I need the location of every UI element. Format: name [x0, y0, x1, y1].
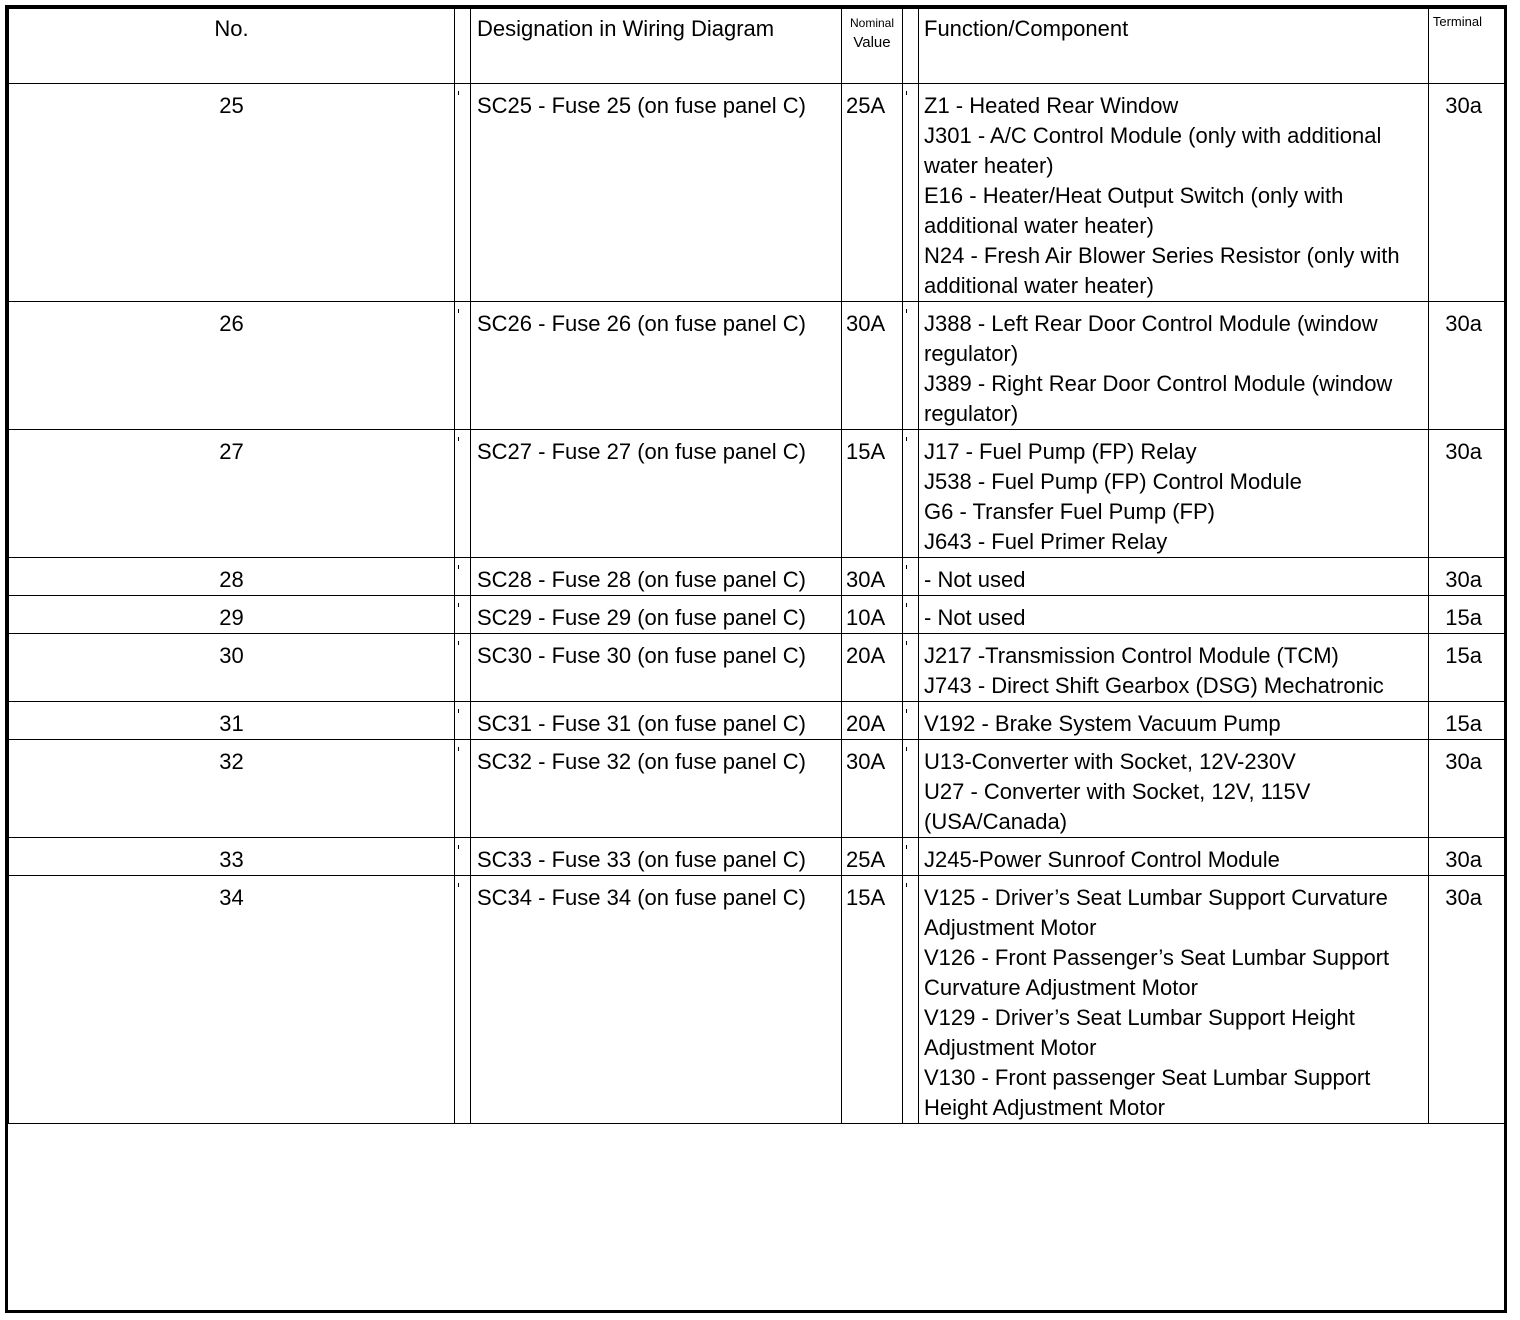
function-component: [919, 740, 1429, 838]
terminal: 30a: [1429, 838, 1505, 876]
function-line: J245-Power Sunroof Control Module: [924, 847, 1280, 872]
function-line: N24 - Fresh Air Blower Series Resistor (only with additional water heater): [924, 243, 1400, 298]
function-line: - Not used: [924, 605, 1026, 630]
fuse-designation: SC30 - Fuse 30 (on fuse panel C): [471, 634, 842, 702]
nominal-value: 25A: [842, 84, 903, 302]
spacer-cell: [903, 634, 919, 702]
function-line: - Not used: [924, 567, 1026, 592]
table-row: [9, 740, 1505, 838]
function-component: [919, 838, 1429, 876]
spacer-cell: [903, 430, 919, 558]
header-nominal-line2: Value: [853, 34, 891, 51]
spacer-cell: [455, 302, 471, 430]
function-line: V126 - Front Passenger’s Seat Lumbar Support Curvature Adjustment Motor: [924, 945, 1390, 1000]
terminal: 30a: [1429, 302, 1505, 430]
function-component: [919, 84, 1429, 302]
terminal: 30a: [1429, 84, 1505, 302]
header-designation: Designation in Wiring Diagram: [471, 9, 842, 84]
fuse-designation: SC26 - Fuse 26 (on fuse panel C): [471, 302, 842, 430]
nominal-value: 20A: [842, 702, 903, 740]
spacer-cell: [903, 876, 919, 1124]
function-line: V125 - Driver’s Seat Lumbar Support Curvature Adjustment Motor: [924, 885, 1388, 940]
function-component: [919, 876, 1429, 1124]
table-row: [9, 84, 1505, 302]
function-component: [919, 596, 1429, 634]
function-component: [919, 702, 1429, 740]
fuse-number: 34: [9, 876, 455, 1124]
fuse-designation: SC29 - Fuse 29 (on fuse panel C): [471, 596, 842, 634]
function-component: [919, 558, 1429, 596]
header-function: Function/Component: [919, 9, 1429, 84]
spacer-cell: [903, 596, 919, 634]
spacer-cell: [903, 9, 919, 84]
header-terminal: Terminal: [1429, 9, 1505, 84]
header-no: No.: [9, 9, 455, 84]
spacer-cell: [455, 740, 471, 838]
table-row: [9, 430, 1505, 558]
nominal-value: 30A: [842, 558, 903, 596]
fuse-designation: SC27 - Fuse 27 (on fuse panel C): [471, 430, 842, 558]
function-line: E16 - Heater/Heat Output Switch (only with additional water heater): [924, 183, 1344, 238]
nominal-value: 20A: [842, 634, 903, 702]
function-line: J538 - Fuel Pump (FP) Control Module: [924, 469, 1302, 494]
fuse-number: 29: [9, 596, 455, 634]
spacer-cell: [903, 84, 919, 302]
spacer-cell: [455, 702, 471, 740]
fuse-designation: SC28 - Fuse 28 (on fuse panel C): [471, 558, 842, 596]
fuse-number: 33: [9, 838, 455, 876]
header-nominal-line1: Nominal: [849, 16, 894, 30]
function-line: J743 - Direct Shift Gearbox (DSG) Mechatronic: [924, 673, 1384, 698]
spacer-cell: [455, 634, 471, 702]
header-nominal-value: [842, 9, 903, 84]
function-line: J301 - A/C Control Module (only with additional water heater): [924, 123, 1382, 178]
fuse-number: 26: [9, 302, 455, 430]
fuse-number: 31: [9, 702, 455, 740]
function-line: G6 - Transfer Fuel Pump (FP): [924, 499, 1215, 524]
function-line: J388 - Left Rear Door Control Module (window regulator): [924, 311, 1378, 366]
table-row: [9, 876, 1505, 1124]
header-row: [9, 9, 1505, 84]
function-component: [919, 302, 1429, 430]
terminal: 30a: [1429, 876, 1505, 1124]
function-line: J217 -Transmission Control Module (TCM): [924, 643, 1339, 668]
function-line: J17 - Fuel Pump (FP) Relay: [924, 439, 1197, 464]
nominal-value: 10A: [842, 596, 903, 634]
fuse-designation: SC25 - Fuse 25 (on fuse panel C): [471, 84, 842, 302]
nominal-value: 30A: [842, 302, 903, 430]
spacer-cell: [903, 702, 919, 740]
spacer-cell: [455, 838, 471, 876]
nominal-value: 15A: [842, 430, 903, 558]
fuse-number: 27: [9, 430, 455, 558]
table-row: [9, 558, 1505, 596]
terminal: 15a: [1429, 634, 1505, 702]
spacer-cell: [455, 9, 471, 84]
function-component: [919, 430, 1429, 558]
table-row: [9, 302, 1505, 430]
terminal: 30a: [1429, 430, 1505, 558]
fuse-designation: SC33 - Fuse 33 (on fuse panel C): [471, 838, 842, 876]
function-line: J389 - Right Rear Door Control Module (window regulator): [924, 371, 1393, 426]
fuse-designation: SC32 - Fuse 32 (on fuse panel C): [471, 740, 842, 838]
function-line: V129 - Driver’s Seat Lumbar Support Height Adjustment Motor: [924, 1005, 1355, 1060]
fuse-designation: SC31 - Fuse 31 (on fuse panel C): [471, 702, 842, 740]
nominal-value: 25A: [842, 838, 903, 876]
fuse-designation: SC34 - Fuse 34 (on fuse panel C): [471, 876, 842, 1124]
function-line: J643 - Fuel Primer Relay: [924, 529, 1168, 554]
spacer-cell: [455, 596, 471, 634]
table-row: [9, 702, 1505, 740]
fuse-number: 32: [9, 740, 455, 838]
function-component: [919, 634, 1429, 702]
table-row: [9, 838, 1505, 876]
spacer-cell: [903, 838, 919, 876]
function-line: U13-Converter with Socket, 12V-230V: [924, 749, 1296, 774]
nominal-value: 30A: [842, 740, 903, 838]
spacer-cell: [455, 876, 471, 1124]
terminal: 30a: [1429, 558, 1505, 596]
spacer-cell: [903, 740, 919, 838]
function-line: V130 - Front passenger Seat Lumbar Support Height Adjustment Motor: [924, 1065, 1371, 1120]
function-line: U27 - Converter with Socket, 12V, 115V (USA/Canada): [924, 779, 1311, 834]
nominal-value: 15A: [842, 876, 903, 1124]
terminal: 15a: [1429, 702, 1505, 740]
fuse-number: 28: [9, 558, 455, 596]
fuse-table: [8, 8, 1505, 1124]
spacer-cell: [455, 558, 471, 596]
spacer-cell: [455, 430, 471, 558]
fuse-number: 30: [9, 634, 455, 702]
spacer-cell: [903, 302, 919, 430]
spacer-cell: [903, 558, 919, 596]
table-row: [9, 634, 1505, 702]
function-line: Z1 - Heated Rear Window: [924, 93, 1179, 118]
spacer-cell: [455, 84, 471, 302]
function-line: V192 - Brake System Vacuum Pump: [924, 711, 1281, 736]
terminal: 30a: [1429, 740, 1505, 838]
fuse-number: 25: [9, 84, 455, 302]
table-row: [9, 596, 1505, 634]
terminal: 15a: [1429, 596, 1505, 634]
